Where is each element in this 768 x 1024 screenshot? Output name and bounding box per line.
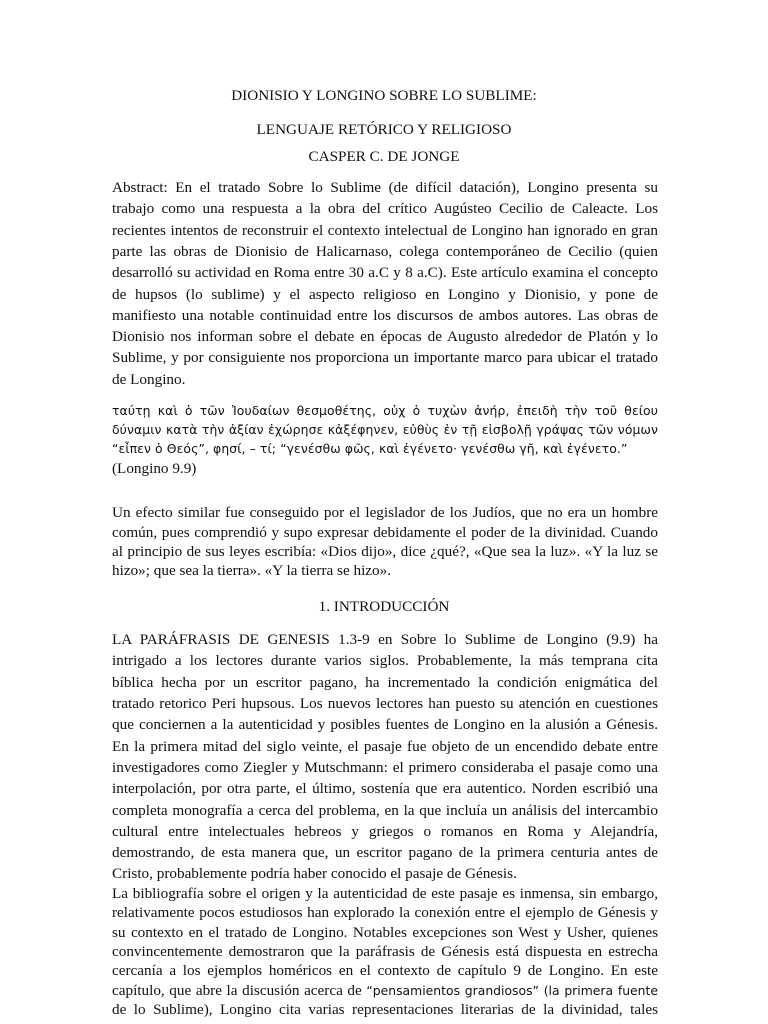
quote-citation: (Longino 9.9) xyxy=(112,459,197,477)
abstract-line: de hupsos (lo sublime) y el aspecto religioso en Longino y Dionisio, y pone de xyxy=(112,285,658,303)
body-line: relativamente pocos estudiosos han explorado la conexión entre el ejemplo de Génesis y xyxy=(112,904,658,922)
body-line: Cristo, probablemente podría haber conocido el pasaje de Génesis. xyxy=(112,865,517,883)
body-text-fragment: (la primera fuente xyxy=(538,982,659,998)
greek-quote-line: δύναμιν κατὰ τὴν ἀξίαν ἐχώρησε κἀξέφηνεν, εὐθὺς ἐν τῇ εἰσβολῇ γράψας τῶν νόμων xyxy=(112,422,658,437)
body-line: interpolación, por otra parte, el último, sostenía que era autentico. Norden escribió una xyxy=(112,780,658,798)
body-line: bíblica hecha por un escritor pagano, ha incrementado la condición enigmática del xyxy=(112,673,658,691)
translation-line: al principio de sus leyes escribía: «Dios dijo», dice ¿qué?, «Que sea la luz». «Y la luz se xyxy=(112,543,658,560)
body-line: cercanía a los ejemplos homéricos en el contexto de capítulo 9 de Longino. En este xyxy=(112,962,658,980)
quoted-phrase: “pensamientos grandiosos” xyxy=(366,982,539,998)
abstract-line: trabajo como una respuesta a la obra del crítico Augústeo Cecilio de Caleacte. Los xyxy=(112,200,658,218)
translation-line: común, pues comprendió y supo expresar debidamente el poder de la divinidad. Cuando xyxy=(112,523,658,541)
abstract-line: desarrolló su actividad en Roma entre 30 a.C y 8 a.C). Este artículo examina el concepto xyxy=(112,264,658,282)
body-line: LA PARÁFRASIS DE GENESIS 1.3-9 en Sobre lo Sublime de Longino (9.9) ha xyxy=(112,631,658,649)
abstract-line: Dionisio nos informan sobre el debate en épocas de Augusto alrededor de Platón y lo xyxy=(112,328,658,346)
paper-author: CASPER C. DE JONGE xyxy=(308,148,460,165)
body-line: La bibliografía sobre el origen y la autenticidad de este pasaje es inmensa, sin embargo, xyxy=(112,884,658,902)
paper-title: DIONISIO Y LONGINO SOBRE LO SUBLIME: xyxy=(231,87,537,104)
body-line: En la primera mitad del siglo veinte, el pasaje fue objeto de un encendido debate entre xyxy=(112,737,658,755)
section-heading: 1. INTRODUCCIÓN xyxy=(318,598,450,616)
body-line: convincentemente demostraron que la paráfrasis de Génesis está dispuesta en estrecha xyxy=(112,942,658,960)
abstract-line: Sublime, y por consiguiente nos proporciona un importante marco para ubicar el tratado xyxy=(112,349,658,367)
body-text-fragment: capítulo, que abre la discusión acerca de xyxy=(112,981,367,999)
body-line: su contexto en el tratado de Longino. Notables excepciones son West y Usher, quienes xyxy=(112,923,658,941)
translation-line: hizo»; que sea la tierra». «Y la tierra se hizo». xyxy=(112,562,392,580)
greek-quote-line: ταύτῃ καὶ ὁ τῶν Ἰουδαίων θεσμοθέτης, οὐχ ὁ τυχὼν ἀνήρ, ἐπειδὴ τὴν τοῦ θείου xyxy=(112,402,658,418)
abstract-line: de Longino. xyxy=(112,370,186,388)
paper-subtitle: LENGUAJE RETÓRICO Y RELIGIOSO xyxy=(256,120,512,138)
abstract-line: recientes intentos de reconstruir el contexto intelectual de Longino han ignorado en gran xyxy=(112,221,658,239)
body-line: tratado retorico Peri hupsous. Los nuevos lectores han puesto su atención en cuestiones xyxy=(112,695,658,712)
body-line xyxy=(112,981,658,1001)
body-line: que conciernen a la autenticidad y posibles fuentes de Longino en la alusión a Génesis. xyxy=(112,716,658,734)
abstract-line: Abstract: En el tratado Sobre lo Sublime (de difícil datación), Longino presenta su xyxy=(112,179,658,196)
body-line: cultural entre intelectuales hebreos y griegos o romanos en Roma y Alejandría, xyxy=(112,822,658,840)
greek-quote-line: “εἶπεν ὁ Θεός”, φησί, – τί; “γενέσθω φῶς, καὶ ἐγένετο· γενέσθω γῆ, καὶ ἐγένετο.” xyxy=(112,441,628,457)
abstract-line: manifiesto una notable continuidad entre los discursos de ambos autores. Las obras de xyxy=(112,306,658,324)
translation-line: Un efecto similar fue conseguido por el legislador de los Judíos, que no era un hombre xyxy=(112,504,658,522)
body-line: completa monografía a cerca del problema, en la que incluía un análisis del intercambio xyxy=(112,801,658,819)
abstract-line: parte las obras de Dionisio de Halicarnaso, colega contemporáneo de Cecilio (quien xyxy=(112,242,658,260)
body-line: intrigado a los lectores durante varios siglos. Probablemente, la más temprana cita xyxy=(112,652,658,670)
body-line: de lo Sublime), Longino cita varias representaciones literarias de la divinidad, tales xyxy=(112,1001,658,1018)
body-line: demostrando, de esta manera que, un escritor pagano de la primera centuria antes de xyxy=(112,844,658,862)
body-line: investigadores como Ziegler y Mutschmann: el primero consideraba el pasaje como una xyxy=(112,758,658,776)
